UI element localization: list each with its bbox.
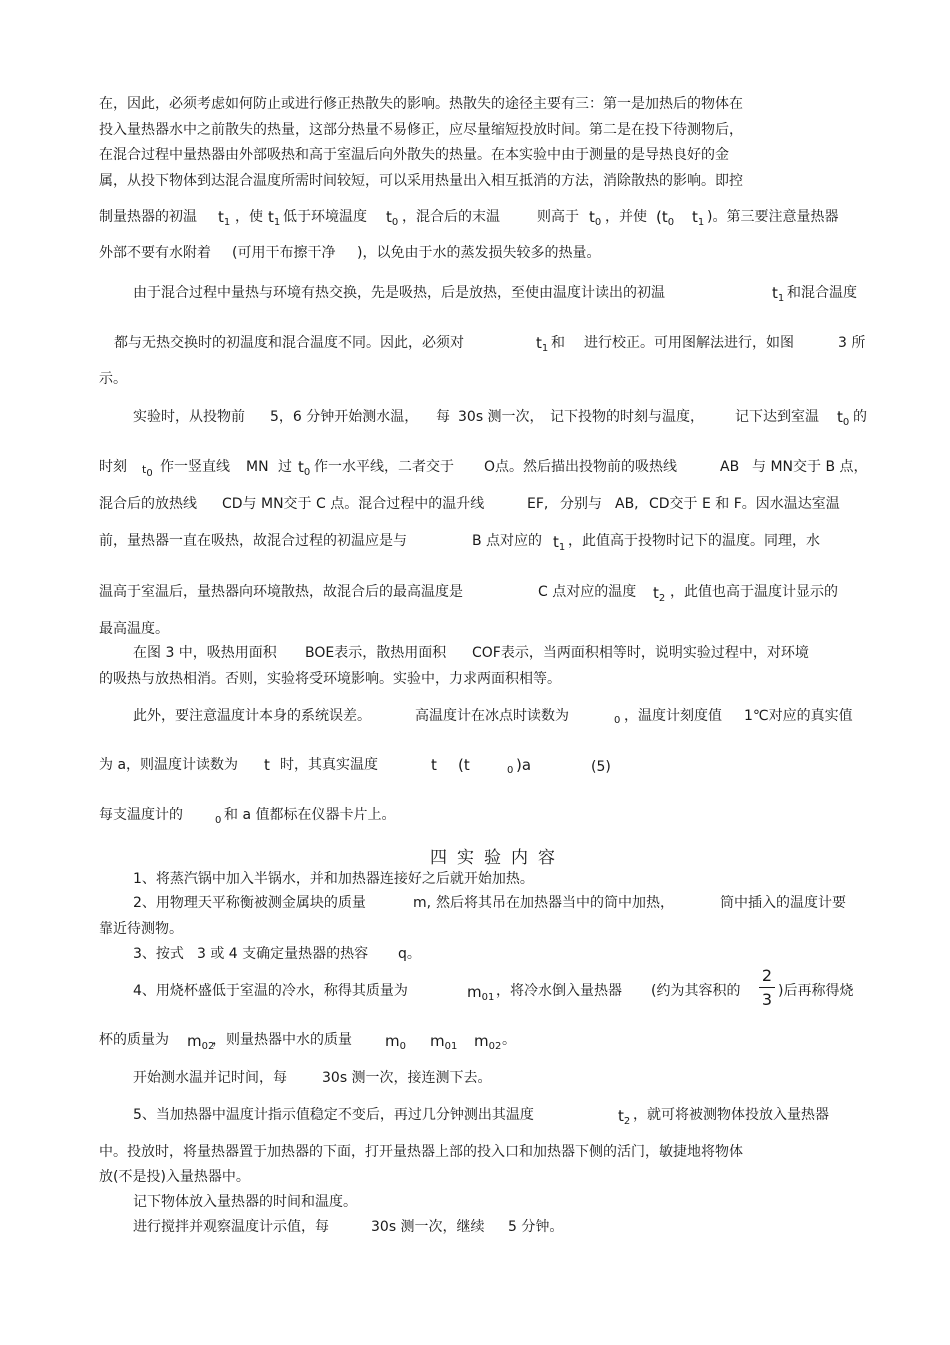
text-line: 记下物体放入量热器的时间和温度。: [133, 1194, 357, 1210]
text-line: 则高于: [537, 209, 579, 225]
math-symbol: (t: [458, 756, 470, 774]
text-line: 与 MN交于 B 点，: [752, 459, 868, 475]
text-line: 的: [853, 409, 867, 425]
math-symbol: $t_2$: [653, 584, 666, 604]
text-line: q。: [398, 946, 421, 962]
math-symbol: $m_0$: [385, 1032, 406, 1052]
text-line: O点。然后描出投物前的吸热线: [484, 459, 678, 475]
text-line: ，混合后的末温: [402, 209, 500, 225]
text-line: 最高温度。: [99, 621, 169, 637]
text-line: ，温度计刻度值: [624, 708, 722, 724]
text-line: 时刻: [99, 459, 127, 475]
text-line: 30s 测一次，: [458, 409, 544, 425]
text-line: 杯的质量为: [99, 1032, 169, 1048]
math-symbol: $t_0$: [837, 408, 850, 428]
text-line: ，使: [235, 209, 263, 225]
math-symbol: 0: [215, 815, 222, 826]
text-line: 在混合过程中量热器由外部吸热和高于室温后向外散失的热量。在本实验中由于测量的是导热良好的金: [99, 147, 729, 163]
text-line: 靠近待测物。: [99, 921, 183, 937]
text-line: 每支温度计的: [99, 807, 183, 823]
section-heading: 四实验内容: [430, 848, 565, 868]
text-line: 然后将其吊在加热器当中的筒中加热，: [436, 895, 674, 911]
text-line: 此外，要注意温度计本身的系统误差。: [133, 708, 371, 724]
text-line: B 点对应的: [472, 533, 543, 549]
text-line: 示。: [99, 371, 127, 387]
text-line: ，此值也高于温度计显示的: [670, 584, 838, 600]
text-line: 筒中插入的温度计要: [720, 895, 846, 911]
text-line: 3 所: [838, 335, 866, 351]
text-line: ，并使: [605, 209, 647, 225]
text-line: COF表示，当两面积相等时，说明实验过程中，对环境: [472, 645, 809, 661]
math-symbol: $t_1$: [553, 533, 566, 553]
math-symbol: $t_1$: [218, 208, 231, 228]
text-line: 3 或 4 支确定量热器的热容: [197, 946, 369, 962]
math-symbol: 0: [614, 715, 621, 726]
text-line: C 点对应的温度: [538, 584, 637, 600]
text-line: 在，因此，必须考虑如何防止或进行修正热散失的影响。热散失的途径主要有三：第一是加热后的物体在: [99, 96, 743, 112]
math-symbol: t: [431, 756, 437, 774]
text-line: 温高于室温后，量热器向环境散热，故混合后的最高温度是: [99, 584, 463, 600]
text-line: 30s 测一次，接连测下去。: [322, 1070, 492, 1086]
text-line: 的吸热与放热相消。否则，实验将受环境影响。实验中，力求两面积相等。: [99, 671, 561, 687]
text-line: 投入量热器水中之前散失的热量，这部分热量不易修正，应尽量缩短投放时间。第二是在投下待测物后，: [99, 122, 743, 138]
fraction-two-thirds: 2 3: [759, 966, 775, 1009]
text-line: 分别与: [560, 496, 602, 512]
text-line: CD与 MN交于 C 点。混合过程中的温升线: [222, 496, 485, 512]
math-symbol: $t_1$: [772, 284, 785, 304]
text-line: 作一水平线，二者交于: [314, 459, 454, 475]
math-symbol: m,: [413, 895, 432, 911]
text-line: 和混合温度: [787, 285, 857, 301]
text-line: 为 a，则温度计读数为: [99, 757, 239, 773]
math-symbol: )a: [516, 756, 532, 774]
equation-number: (5): [591, 759, 611, 775]
text-line: 低于环境温度: [283, 209, 367, 225]
text-line: 记下投物的时刻与温度，: [550, 409, 704, 425]
text-line: 5，6 分钟开始测水温，: [270, 409, 419, 425]
math-symbol: $t_1$: [268, 208, 281, 228]
math-symbol: $m_{02}$: [187, 1032, 215, 1052]
text-line: 属，从投下物体到达混合温度所需时间较短，可以采用热量出入相互抵消的方法，消除散热的影响。即控: [99, 173, 743, 189]
text-line: AB: [720, 459, 740, 475]
text-line: 制量热器的初温: [99, 209, 197, 225]
text-line: 记下达到室温: [735, 409, 819, 425]
text-line: 外部不要有水附着: [99, 245, 211, 261]
text-line: 高温度计在冰点时读数为: [415, 708, 569, 724]
text-line: )。第三要注意量热器: [707, 209, 839, 225]
text-line: (约为其容积的: [651, 983, 741, 999]
math-symbol: $m_{01}$: [467, 983, 495, 1003]
text-line: BOE表示，散热用面积: [305, 645, 447, 661]
text-line: 放(不是投)入量热器中。: [99, 1169, 250, 1185]
math-symbol: $t_0$: [142, 463, 153, 479]
text-line: (可用干布擦干净: [232, 245, 336, 261]
text-line: EF,: [527, 496, 549, 512]
text-line: ，将冷水倒入量热器: [496, 983, 622, 999]
text-line: 30s 测一次，继续: [371, 1219, 485, 1235]
text-line: 进行校正。可用图解法进行，如图: [584, 335, 794, 351]
math-symbol: $m_{01}$: [430, 1032, 458, 1052]
text-line: )，以免由于水的蒸发损失较多的热量。: [357, 245, 601, 261]
step-item: 3、按式: [133, 946, 184, 962]
text-line: 前，量热器一直在吸热，故混合过程的初温应是与: [99, 533, 407, 549]
text-line: 过: [278, 459, 292, 475]
text-line: 混合后的放热线: [99, 496, 197, 512]
math-symbol: ($t_0$: [656, 208, 675, 228]
text-line: ，则量热器中水的质量: [212, 1032, 352, 1048]
text-line: 时，其真实温度: [280, 757, 378, 773]
text-line: 实验时，从投物前: [133, 409, 245, 425]
text-line: 每: [436, 409, 450, 425]
text-line: 开始测水温并记时间，每: [133, 1070, 287, 1086]
math-symbol: 0: [507, 765, 514, 776]
math-symbol: t: [264, 756, 270, 774]
step-item: 4、用烧杯盛低于室温的冷水，称得其质量为: [133, 983, 408, 999]
text-line: 和 a 值都标在仪器卡片上。: [224, 807, 396, 823]
text-line: 进行搅拌并观察温度计示值，每: [133, 1219, 329, 1235]
text-line: 和: [551, 335, 565, 351]
text-line: 作一竖直线: [160, 459, 230, 475]
text-line: 1℃对应的真实值: [744, 708, 853, 724]
text-line: MN: [246, 459, 269, 475]
text-line: ，就可将被测物体投放入量热器: [633, 1107, 829, 1123]
step-item: 1、将蒸汽锅中加入半锅水，并和加热器连接好之后就开始加热。: [133, 871, 534, 887]
math-symbol: $m_{02}$: [474, 1032, 502, 1052]
text-line: 都与无热交换时的初温度和混合温度不同。因此，必须对: [114, 335, 464, 351]
text-line: CD交于 E 和 F。因水温达室温: [649, 496, 840, 512]
math-symbol: $t_1$: [692, 208, 705, 228]
math-symbol: $t_1$: [536, 334, 549, 354]
text-line: 。: [502, 1032, 516, 1048]
step-item: 2、用物理天平称衡被测金属块的质量: [133, 895, 366, 911]
text-line: AB,: [615, 496, 639, 512]
math-symbol: $t_2$: [618, 1107, 631, 1127]
text-line: )后再称得烧: [778, 983, 854, 999]
math-symbol: $t_0$: [386, 208, 399, 228]
text-line: 由于混合过程中量热与环境有热交换，先是吸热，后是放热，至使由温度计读出的初温: [133, 285, 665, 301]
text-line: 5 分钟。: [508, 1219, 564, 1235]
text-line: 在图 3 中，吸热用面积: [133, 645, 277, 661]
math-symbol: $t_0$: [589, 208, 602, 228]
text-line: 中。投放时，将量热器置于加热器的下面，打开量热器上部的投入口和加热器下侧的活门，敏捷地将物体: [99, 1144, 743, 1160]
step-item: 5、当加热器中温度计指示值稳定不变后，再过几分钟测出其温度: [133, 1107, 534, 1123]
text-line: ，此值高于投物时记下的温度。同理，水: [568, 533, 820, 549]
math-symbol: $t_0$: [298, 458, 311, 478]
